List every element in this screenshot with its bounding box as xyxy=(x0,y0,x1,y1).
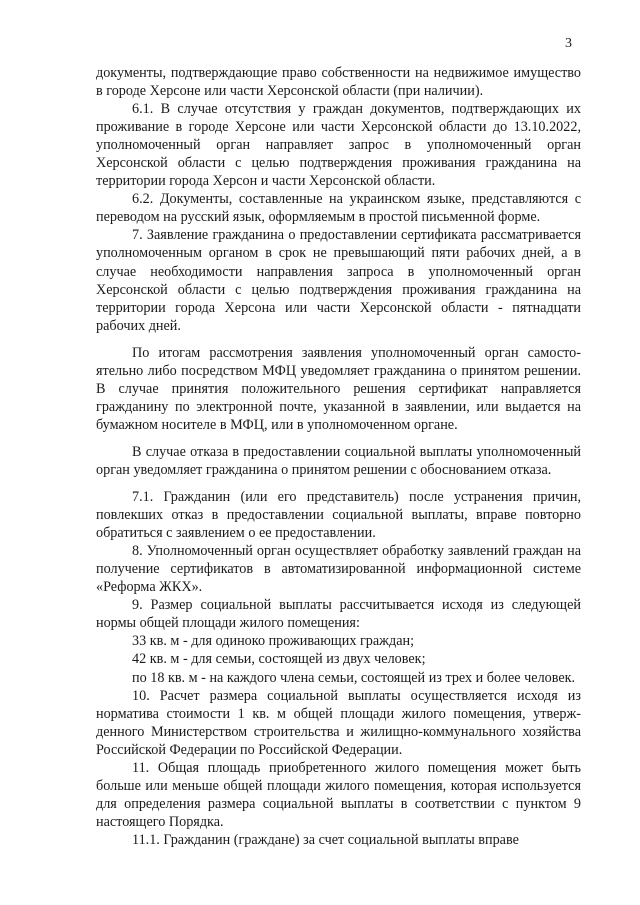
paragraph-7: 7. Заявление гражданина о предоставлении сертификата рассматривается уполномоченным органом в срок не превышающий пяти рабочих дней, а в случае необходимости направления запроса в уполномоченный орган Херсонской области с целью подтверждения проживания гражданина на территории города Херсона или части Херсонской области - пятнадцати рабочих дней. xyxy=(96,227,581,334)
paragraph-11-1: 11.1. Гражданин (граждане) за счет социальной выплаты вправе xyxy=(132,831,519,848)
document-body xyxy=(96,64,581,849)
paragraph-7-1: 7.1. Гражданин (или его представитель) после устранения причин, повлекших отказ в предоставлении социальной выплаты, вправе повторно обратиться с заявлением о ее предоставлении. xyxy=(96,489,581,542)
page-number: 3 xyxy=(565,36,572,51)
norm-two-person-family: 42 кв. м - для семьи, состоящей из двух человек; xyxy=(132,651,426,668)
paragraph-11: 11. Общая площадь приобретенного жилого помещения может быть больше или меньше общей площади жилого помещения, которая используется для определения размера социальной выплаты в соответствии с пунктом 9 настоящего Порядка. xyxy=(96,759,581,830)
paragraph-6-1: 6.1. В случае отсутствия у граждан документов, подтверждающих их проживание в городе Херсоне или части Херсонской области до 13.10.2022, уполномоченный орган направляет запрос в уполномоченный орган Херсонской области с целью подтверждения проживания гражданина на территории города Херсон и части Херсонской области. xyxy=(96,101,581,190)
paragraph-ownership-documents: документы, подтверждающие право собственности на недвижимое имущество в городе Херсоне или части Херсонской области (при наличии). xyxy=(96,65,581,100)
norm-single: 33 кв. м - для одиноко проживающих граждан; xyxy=(132,633,415,650)
norm-large-family: по 18 кв. м - на каждого члена семьи, состоящей из трех и более человек. xyxy=(132,669,576,686)
paragraph-refusal: В случае отказа в предоставлении социальной выплаты уполномоченный орган уведомляет гражданина о принятом решении с обоснованием отказа. xyxy=(96,443,581,478)
paragraph-8: 8. Уполномоченный орган осуществляет обработку заявлений граждан на получение сертификатов в автоматизированной информационной системе «Реформа ЖКХ». xyxy=(96,543,581,596)
paragraph-6-2: 6.2. Документы, составленные на украинском языке, представляются с переводом на русский язык, оформляемым в простой письменной форме. xyxy=(96,191,581,226)
paragraph-9: 9. Размер социальной выплаты рассчитывается исходя из следующей нормы общей площади жилого помещения: xyxy=(96,597,581,632)
paragraph-review-results: По итогам рассмотрения заявления уполномоченный орган самостоятельно либо посредством МФЦ уведомляет гражданина о принятом решении. В случае принятия положительного решения сертификат направляется гражданину по электронной почте, указанной в заявлении, или выдается на бумажном носителе в МФЦ, или в уполномоченном органе. xyxy=(96,344,581,433)
paragraph-10: 10. Расчет размера социальной выплаты осуществляется исходя из норматива стоимости 1 кв. м общей площади жилого помещения, утвержденного Министерством строительства и жилищно-коммунального хозяйства Российской Федерации по Российской Федерации. xyxy=(96,687,581,758)
